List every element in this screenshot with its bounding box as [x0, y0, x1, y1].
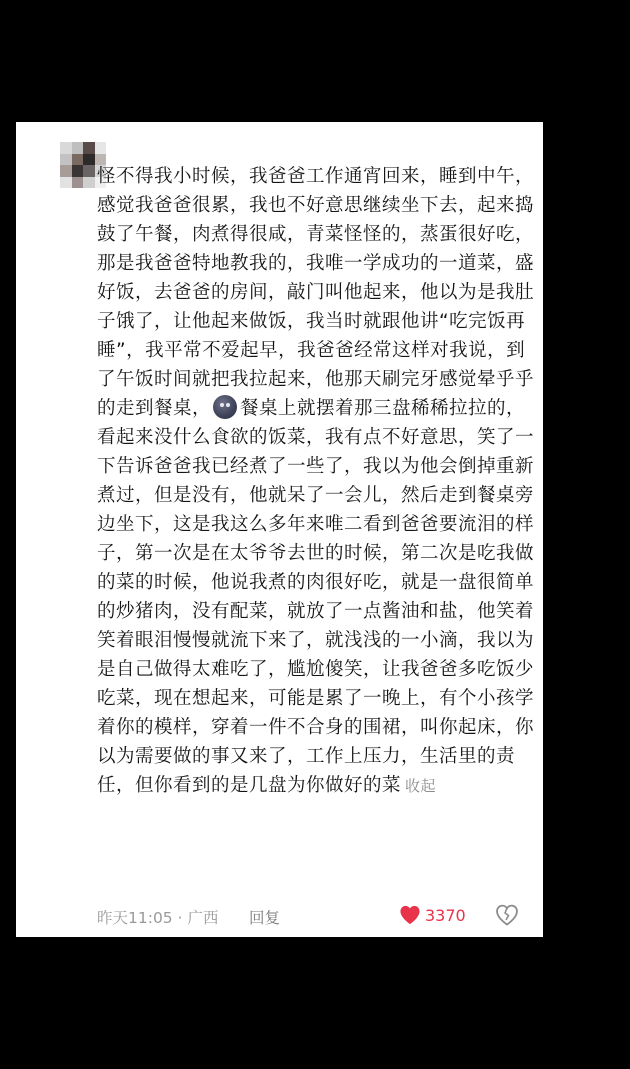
sad-face-emoji-icon: [213, 395, 237, 419]
broken-heart-icon: [495, 904, 519, 926]
comment-card: [16, 122, 543, 937]
comment-text: [97, 162, 537, 801]
like-button[interactable]: [399, 905, 466, 925]
comment-footer: [97, 906, 537, 930]
collapse-link[interactable]: 收起: [405, 777, 437, 795]
like-count: 3370: [425, 905, 466, 925]
comment-text-part2: 餐桌上就摆着那三盘稀稀拉拉的，看起来没什么食欲的饭菜，我有点不好意思，笑了一下告诉爸爸我已经煮了一些了，我以为他会倒掉重新煮过，但是没有，他就呆了一会儿，然后走到餐桌旁边坐下，这是我这么多年来唯二看到爸爸要流泪的样子，第一次是在太爷爷去世的时候，第二次是吃我做的菜的时候，他说我煮的肉很好吃，就是一盘很简单的炒猪肉，没有配菜，就放了一点酱油和盐，他笑着笑着眼泪慢慢就流下来了，就浅浅的一小滴，我以为是自己做得太难吃了，尴尬傻笑，让我爸爸多吃饭少吃菜，现在想起来，可能是累了一晚上，有个小孩学着你的模样，穿着一件不合身的围裙，叫你起床，你以为需要做的事又来了，工作上压力，生活里的责任，但你看到的是几盘为你做好的菜: [97, 398, 535, 796]
time-location: 昨天11:05 · 广西: [97, 909, 219, 927]
dislike-button[interactable]: [495, 904, 519, 930]
heart-icon: [399, 905, 421, 925]
reply-button[interactable]: 回复: [249, 909, 281, 927]
comment-text-part1: 怪不得我小时候，我爸爸工作通宵回来，睡到中午，感觉我爸爸很累，我也不好意思继续坐下去，起来捣鼓了午餐，肉煮得很咸，青菜怪怪的，蒸蛋很好吃，那是我爸爸特地教我的，我唯一学成功的一道菜，盛好饭，去爸爸的房间，敲门叫他起来，他以为是我肚子饿了，让他起来做饭，我当时就跟他讲“吃完饭再睡”，我平常不爱起早，我爸爸经常这样对我说，到了午饭时间就把我拉起来，他那天刷完牙感觉晕乎乎的走到餐桌，: [97, 166, 535, 419]
